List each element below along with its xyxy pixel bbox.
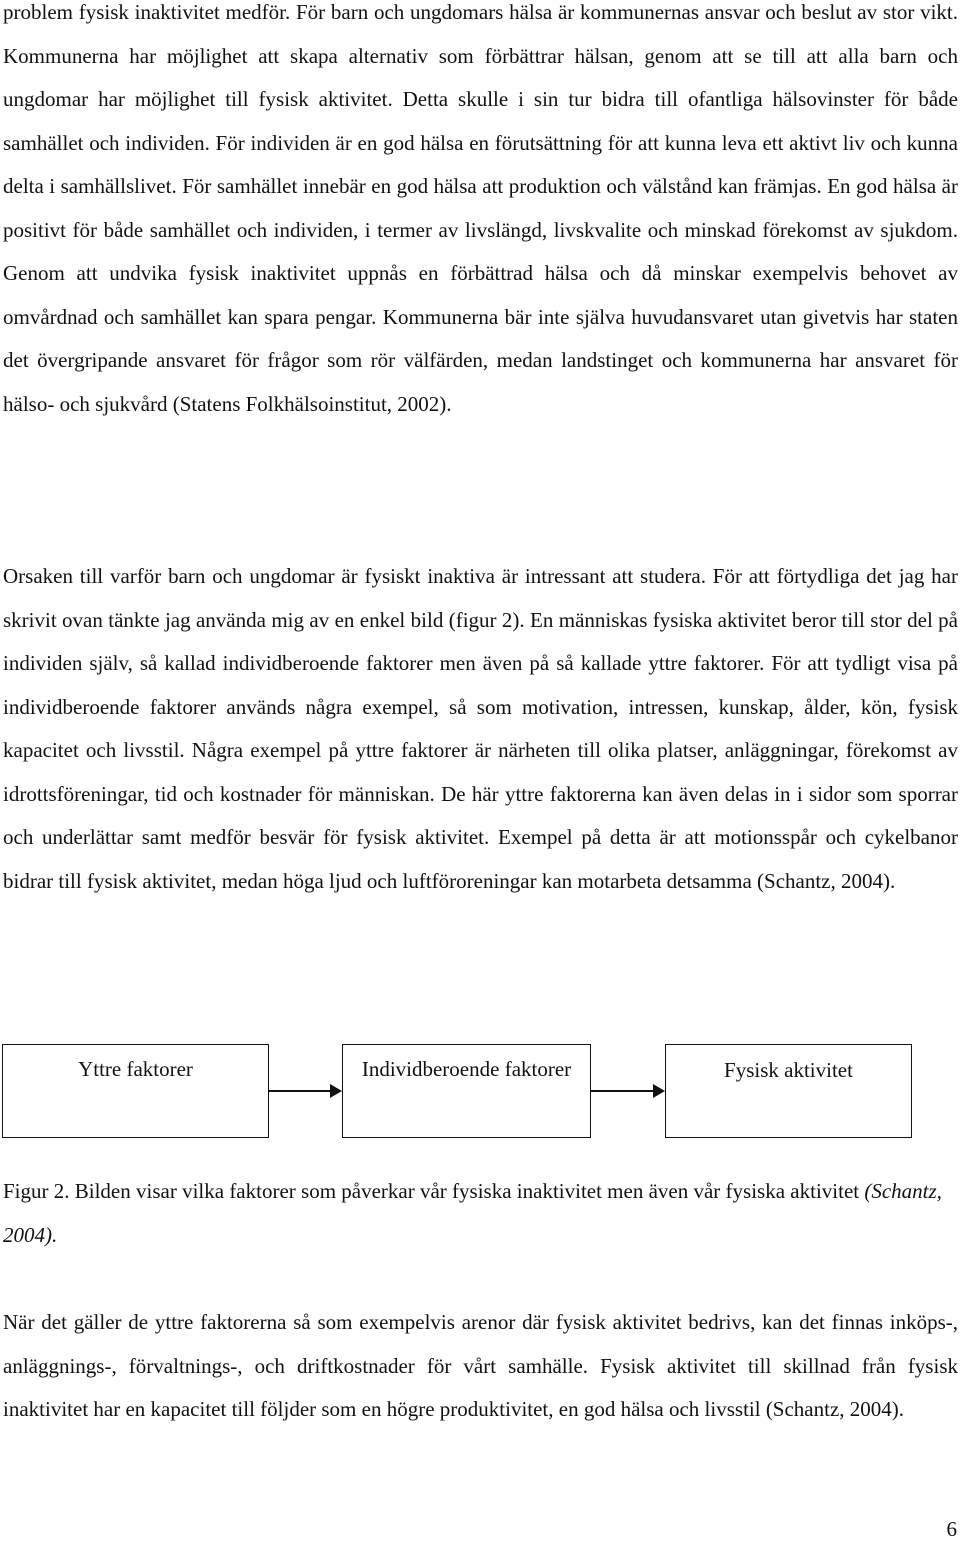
box-physical-activity: Fysisk aktivitet [665,1044,912,1138]
figure-2-diagram [0,1014,960,1144]
paragraph-2: Orsaken till varför barn och ungdomar är fysiskt inaktiva är intressant att studera. För att förtydliga det jag har skrivit ovan tänkte jag använda mig av en enkel bild (figur 2). En människas fysiska aktivitet beror till stor del på individen själv, så kallad individberoende faktorer men även på så kallade yttre faktorer. För att tydligt visa på individberoende faktorer används några exempel, så som motivation, intressen, kunskap, ålder, kön, fysisk kapacitet och livsstil. Några exempel på yttre faktorer är närheten till olika platser, anläggningar, förekomst av idrottsföreningar, tid och kostnader för människan. De här yttre faktorerna kan även delas in i sidor som sporrar och underlättar samt medför besvär för fysisk aktivitet. Exempel på detta är att motionsspår och cykelbanor bidrar till fysisk aktivitet, medan höga ljud och luftföroreningar kan motarbeta detsamma (Schantz, 2004). [3,564,958,893]
paragraph-1: problem fysisk inaktivitet medför. För barn och ungdomars hälsa är kommunernas ansvar och beslut av stor vikt. Kommunerna har möjlighet att skapa alternativ som förbättrar hälsan, genom att se till att alla barn och ungdomar har möjlighet till fysisk aktivitet. Detta skulle i sin tur bidra till ofantliga hälsovinster för både samhället och individen. För individen är en god hälsa en förutsättning för att kunna leva ett aktivt liv och kunna delta i samhällslivet. För samhället innebär en god hälsa att produktion och välstånd kan främjas. En god hälsa är positivt för både samhället och individen, i termer av livslängd, livskvalite och minskad förekomst av sjukdom. Genom att undvika fysisk inaktivitet uppnås en förbättrad hälsa och då minskar exempelvis behovet av omvårdnad och samhället kan spara pengar. Kommunerna bär inte själva huvudansvaret utan givetvis har staten det övergripande ansvaret för frågor som rör välfärden, medan landstinget och kommunerna har ansvaret för hälso- och sjukvård (Statens Folkhälsoinstitut, 2002). [3,0,958,416]
page-number: 6 [946,1517,957,1541]
caption-citation: (Schantz, 2004). [3,1179,942,1247]
box-individual-factors: Individberoende faktorer [342,1044,591,1138]
paragraph-3: När det gäller de yttre faktorerna så som exempelvis arenor där fysisk aktivitet bedrivs, kan det finnas inköps-, anläggnings-, förvaltnings-, och driftkostnader för vårt samhälle. Fysisk aktivitet till skillnad från fysisk inaktivitet har en kapacitet till följder som en högre produktivitet, en god hälsa och livsstil (Schantz, 2004). [3,1310,958,1421]
arrow-right-icon [591,1090,654,1092]
figure-caption [3,1170,958,1257]
arrow-right-icon [269,1090,331,1092]
caption-text: Figur 2. Bilden visar vilka faktorer som påverkar vår fysiska inaktivitet men även vår fysiska aktivitet [3,1179,865,1203]
box-external-factors: Yttre faktorer [2,1044,269,1138]
